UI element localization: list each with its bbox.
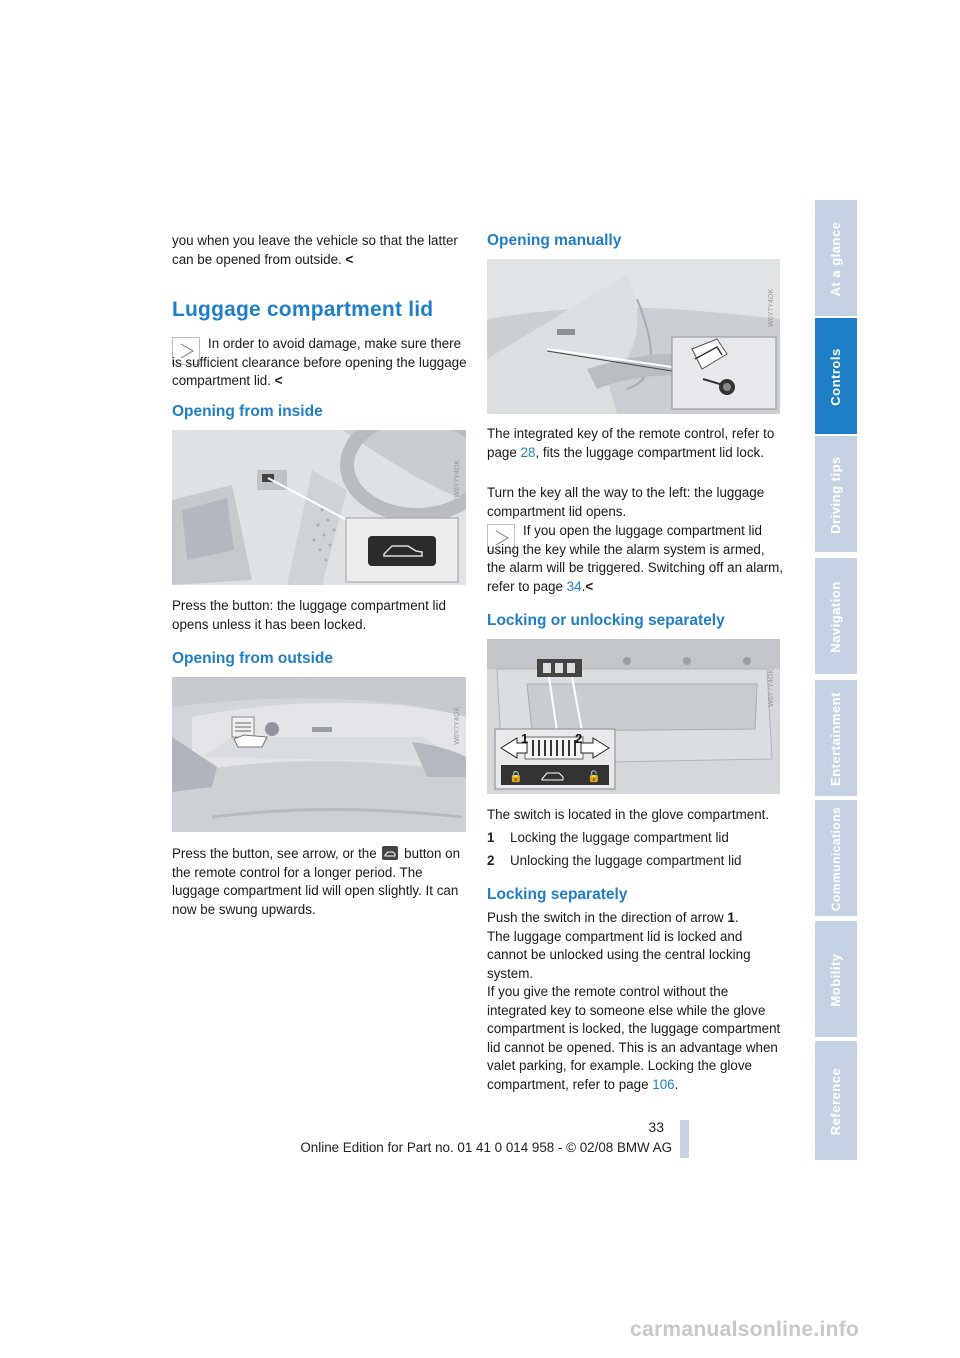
section-title: Luggage compartment lid <box>172 298 434 321</box>
tab-label: Driving tips <box>828 456 843 534</box>
page-number: 33 <box>648 1119 664 1135</box>
edition-line: Online Edition for Part no. 01 41 0 014 958 - © 02/08 BMW AG <box>300 1140 672 1155</box>
svg-text:🔒: 🔒 <box>509 770 523 783</box>
locking-text-3b: . <box>674 1076 679 1092</box>
switch-location-text: The switch is located in the glove compartment. <box>487 807 770 822</box>
tab-at-a-glance[interactable] <box>815 198 857 316</box>
locking-text-1a: Push the switch in the direction of arrow <box>487 910 724 925</box>
end-mark: < <box>274 373 283 388</box>
tab-entertainment[interactable] <box>815 678 857 796</box>
alarm-note-after: . <box>581 578 586 594</box>
list-item-number: 1 <box>487 830 495 845</box>
tab-driving-tips[interactable] <box>815 434 857 552</box>
alarm-note-text: If you open the luggage compartment lid using the key while the alarm system is armed, the alarm will be triggered. Switching off an alarm, refer to page <box>487 523 783 594</box>
tab-label: At a glance <box>828 221 843 297</box>
intro-paragraph <box>172 232 467 269</box>
callout-2: 2 <box>575 731 583 746</box>
tab-label: Navigation <box>828 581 843 653</box>
tab-label: Entertainment <box>828 692 843 786</box>
locking-text-3: If you give the remote control without the integrated key to someone else while the glove compartment is locked, the luggage compartment lid cannot be opened. This is an advantage when valet parking, for example. Locking the glove compartment, refer to page <box>487 984 781 1092</box>
tab-mobility[interactable] <box>815 919 857 1037</box>
tab-label: Controls <box>828 348 843 406</box>
heading-opening-inside: Opening from inside <box>172 403 323 420</box>
opening-manually-text-1b: , fits the luggage compartment lid lock. <box>535 444 764 460</box>
warning-note-text: In order to avoid damage, make sure there is sufficient clearance before opening the luggage compartment lid. <box>172 336 467 388</box>
tab-controls[interactable] <box>815 316 857 434</box>
page-link-28[interactable]: 28 <box>520 444 536 460</box>
intro-text: you when you leave the vehicle so that the latter can be opened from outside. <box>172 233 458 267</box>
photo-interior-button <box>172 430 466 585</box>
opening-outside-text-1: Press the button, see arrow, or the <box>172 846 377 861</box>
callout-1: 1 <box>521 731 529 746</box>
opening-outside-text <box>172 845 467 919</box>
opening-manually-text-2: Turn the key all the way to the left: the luggage compartment lid opens. <box>487 485 765 519</box>
photo-trunk-lock <box>487 259 780 414</box>
footer-bar <box>680 1120 689 1158</box>
tab-label: Communications <box>829 806 843 912</box>
photo-trunk-exterior <box>172 677 466 832</box>
list-item <box>487 852 782 871</box>
list-item-label: Unlocking the luggage compartment lid <box>510 852 742 868</box>
remote-trunk-button-icon <box>382 846 398 860</box>
page-link-106[interactable]: 106 <box>652 1076 675 1092</box>
opening-manually-text-1a: The integrated key of the remote control, refer to page <box>487 426 775 460</box>
opening-inside-text: Press the button: the luggage compartment lid opens unless it has been locked. <box>172 598 446 632</box>
numbered-list <box>487 829 782 870</box>
photo-code: W6Y7Y4OK <box>454 460 461 498</box>
photo-glove-compartment-switch <box>487 639 780 794</box>
list-item-number: 2 <box>487 852 495 868</box>
locking-text-1b: . <box>734 910 739 925</box>
end-mark: < <box>585 578 594 594</box>
watermark: carmanualsonline.info <box>630 1318 860 1341</box>
opening-outside-text-2: button on the remote control for a longer period. The luggage compartment lid will open slightly. It can now be swung upwards. <box>172 846 461 917</box>
heading-opening-manually: Opening manually <box>487 232 622 249</box>
heading-locking-unlocking: Locking or unlocking separately <box>487 612 725 629</box>
tab-reference[interactable] <box>815 1039 857 1160</box>
page-link-34[interactable]: 34 <box>566 578 582 594</box>
list-item-label: Locking the luggage compartment lid <box>510 830 729 845</box>
heading-locking-separately: Locking separately <box>487 886 628 903</box>
opening-manually-text-1 <box>487 425 782 462</box>
heading-opening-outside: Opening from outside <box>172 650 334 667</box>
photo-code: W6Y7Y4OK <box>768 669 775 707</box>
tab-navigation[interactable] <box>815 556 857 674</box>
alarm-note <box>487 522 783 596</box>
locking-separately-text-1 <box>487 909 783 1094</box>
arrow-number: 1 <box>727 910 735 925</box>
warning-note <box>172 335 468 391</box>
locking-text-2: The luggage compartment lid is locked and cannot be unlocked using the central locking system. <box>487 928 751 981</box>
tab-label: Reference <box>828 1067 843 1136</box>
tab-label: Mobility <box>828 953 843 1007</box>
list-item <box>487 829 782 848</box>
end-mark: < <box>345 251 354 267</box>
tab-communications[interactable] <box>815 798 857 916</box>
photo-code: W6Y7Y4OK <box>768 289 775 327</box>
photo-code: W6Y7Y4OK <box>454 707 461 745</box>
svg-text:🔓: 🔓 <box>587 770 601 783</box>
